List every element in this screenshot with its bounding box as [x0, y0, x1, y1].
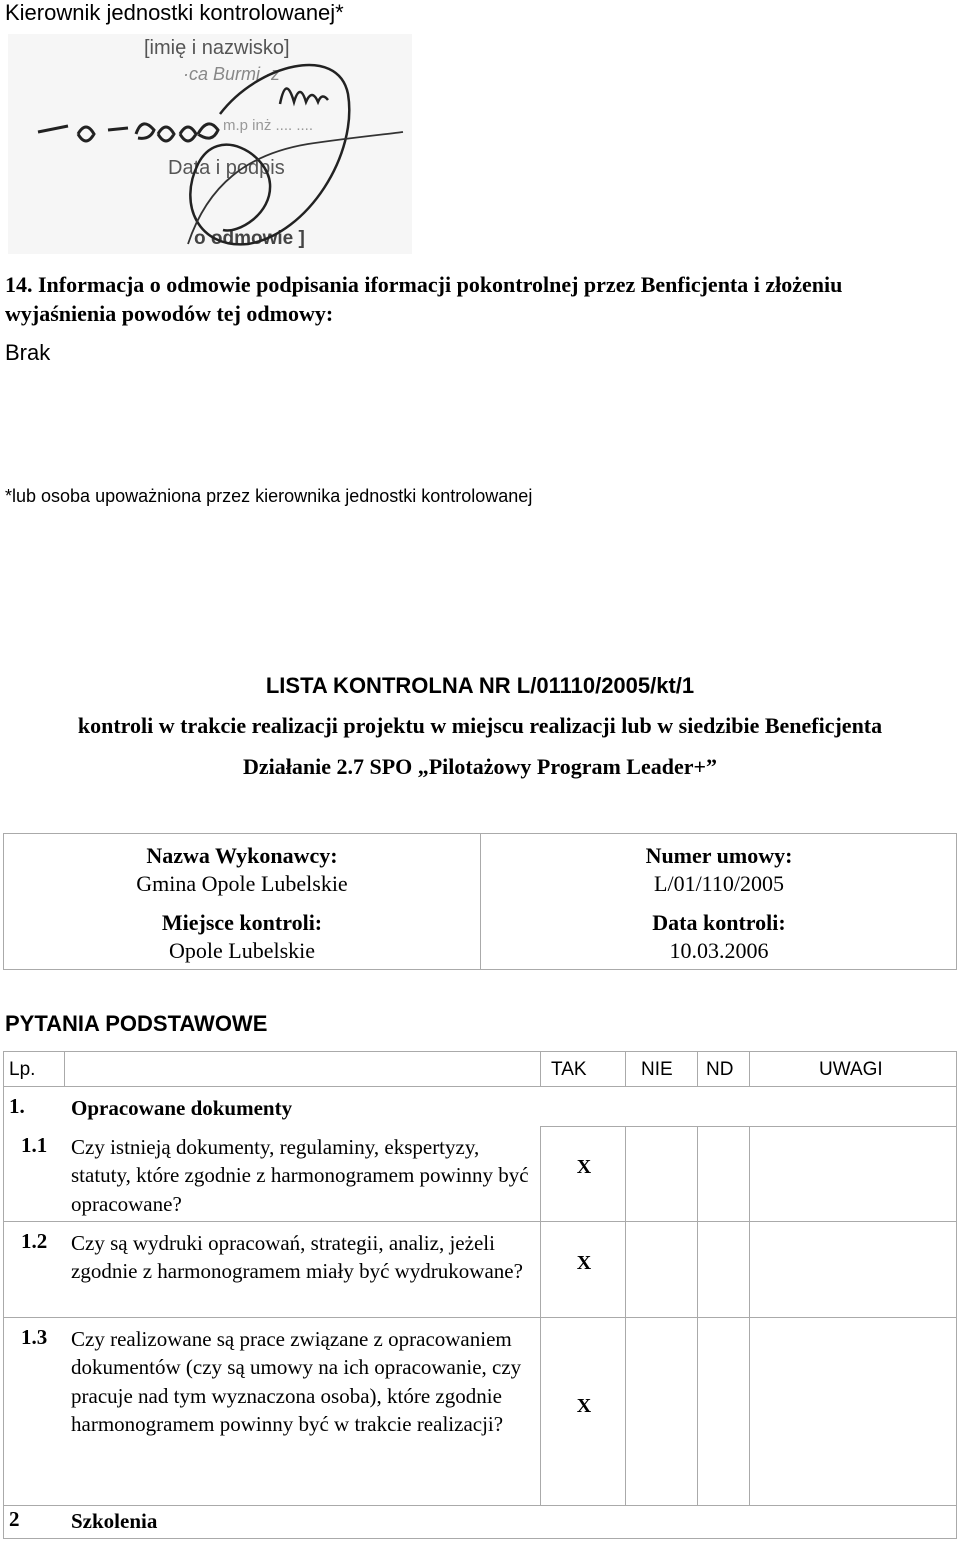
contractor-cell	[4, 842, 480, 898]
questions-table	[3, 1051, 957, 1539]
svg-text:o odmowie ]: o odmowie ]	[194, 228, 305, 249]
contractor-value: Gmina Opole Lubelskie	[136, 871, 348, 896]
section-title: PYTANIA PODSTAWOWE	[5, 1011, 268, 1036]
place-label: Miejsce kontroli:	[161, 910, 323, 935]
footnote: *lub osoba upoważniona przez kierownika jednostki kontrolowanej	[5, 486, 533, 506]
row-1-3-text: Czy realizowane są prace związane z opracowaniem dokumentów (czy są umowy na ich opracowanie, czy pracuje nad tym wyznaczona osoba), które zgodnie harmonogramem powinny być w trakcie realizacji?	[71, 1327, 522, 1437]
date-label: Data kontroli:	[652, 910, 786, 935]
place-cell	[4, 909, 480, 965]
row-1-3-number: 1.3	[21, 1325, 48, 1349]
contract-cell	[481, 842, 957, 898]
group-2-title: Szkolenia	[71, 1509, 158, 1533]
header-tak: TAK	[551, 1059, 587, 1080]
header-nd: ND	[706, 1059, 734, 1080]
place-value: Opole Lubelskie	[168, 938, 316, 963]
row-1-2-tak-mark: X	[576, 1252, 592, 1274]
question-14-heading: 14. Informacja o odmowie podpisania iformacji pokontrolnej przez Benficjenta i złożeniu wyjaśnienia powodów tej odmowy:	[5, 272, 843, 326]
group-1-number: 1.	[9, 1094, 25, 1118]
svg-text:·ca Burmi ·z: ·ca Burmi ·z	[183, 64, 281, 84]
group-2-number: 2	[9, 1507, 20, 1531]
header-nie: NIE	[641, 1059, 673, 1080]
contractor-label: Nazwa Wykonawcy:	[146, 843, 338, 868]
row-1-1-tak-mark: X	[576, 1156, 592, 1178]
signer-label: Kierownik jednostki kontrolowanej*	[5, 0, 344, 25]
svg-text:[imię i nazwisko]: [imię i nazwisko]	[144, 37, 290, 59]
signature-stamp-image	[8, 34, 412, 254]
checklist-title: LISTA KONTROLNA NR L/01110/2005/kt/1	[265, 673, 695, 698]
question-14-answer: Brak	[5, 340, 51, 365]
svg-text:Data i podpis: Data i podpis	[168, 157, 285, 179]
checklist-action: Działanie 2.7 SPO „Pilotażowy Program Leader+”	[242, 754, 718, 779]
row-1-3-tak-mark: X	[576, 1395, 592, 1417]
svg-text:m.p inż .... ....: m.p inż .... ....	[223, 117, 314, 134]
date-cell	[481, 909, 957, 965]
header-lp: Lp.	[9, 1059, 36, 1080]
contract-label: Numer umowy:	[645, 843, 793, 868]
row-1-2-number: 1.2	[21, 1229, 48, 1253]
row-1-1-number: 1.1	[21, 1133, 48, 1157]
info-table	[3, 833, 957, 970]
header-uwagi: UWAGI	[819, 1059, 883, 1080]
checklist-subtitle: kontroli w trakcie realizacji projektu w miejscu realizacji lub w siedzibie Beneficjenta	[77, 713, 883, 738]
group-1-title: Opracowane dokumenty	[71, 1096, 293, 1120]
date-value: 10.03.2006	[669, 938, 769, 963]
row-1-1-text: Czy istnieją dokumenty, regulaminy, ekspertyzy, statuty, które zgodnie z harmonogramem powinny być opracowane?	[71, 1135, 529, 1216]
contract-value: L/01/110/2005	[654, 871, 784, 896]
row-1-2-text: Czy są wydruki opracowań, strategii, analiz, jeżeli zgodnie z harmonogramem miały być wydrukowane?	[71, 1231, 523, 1284]
